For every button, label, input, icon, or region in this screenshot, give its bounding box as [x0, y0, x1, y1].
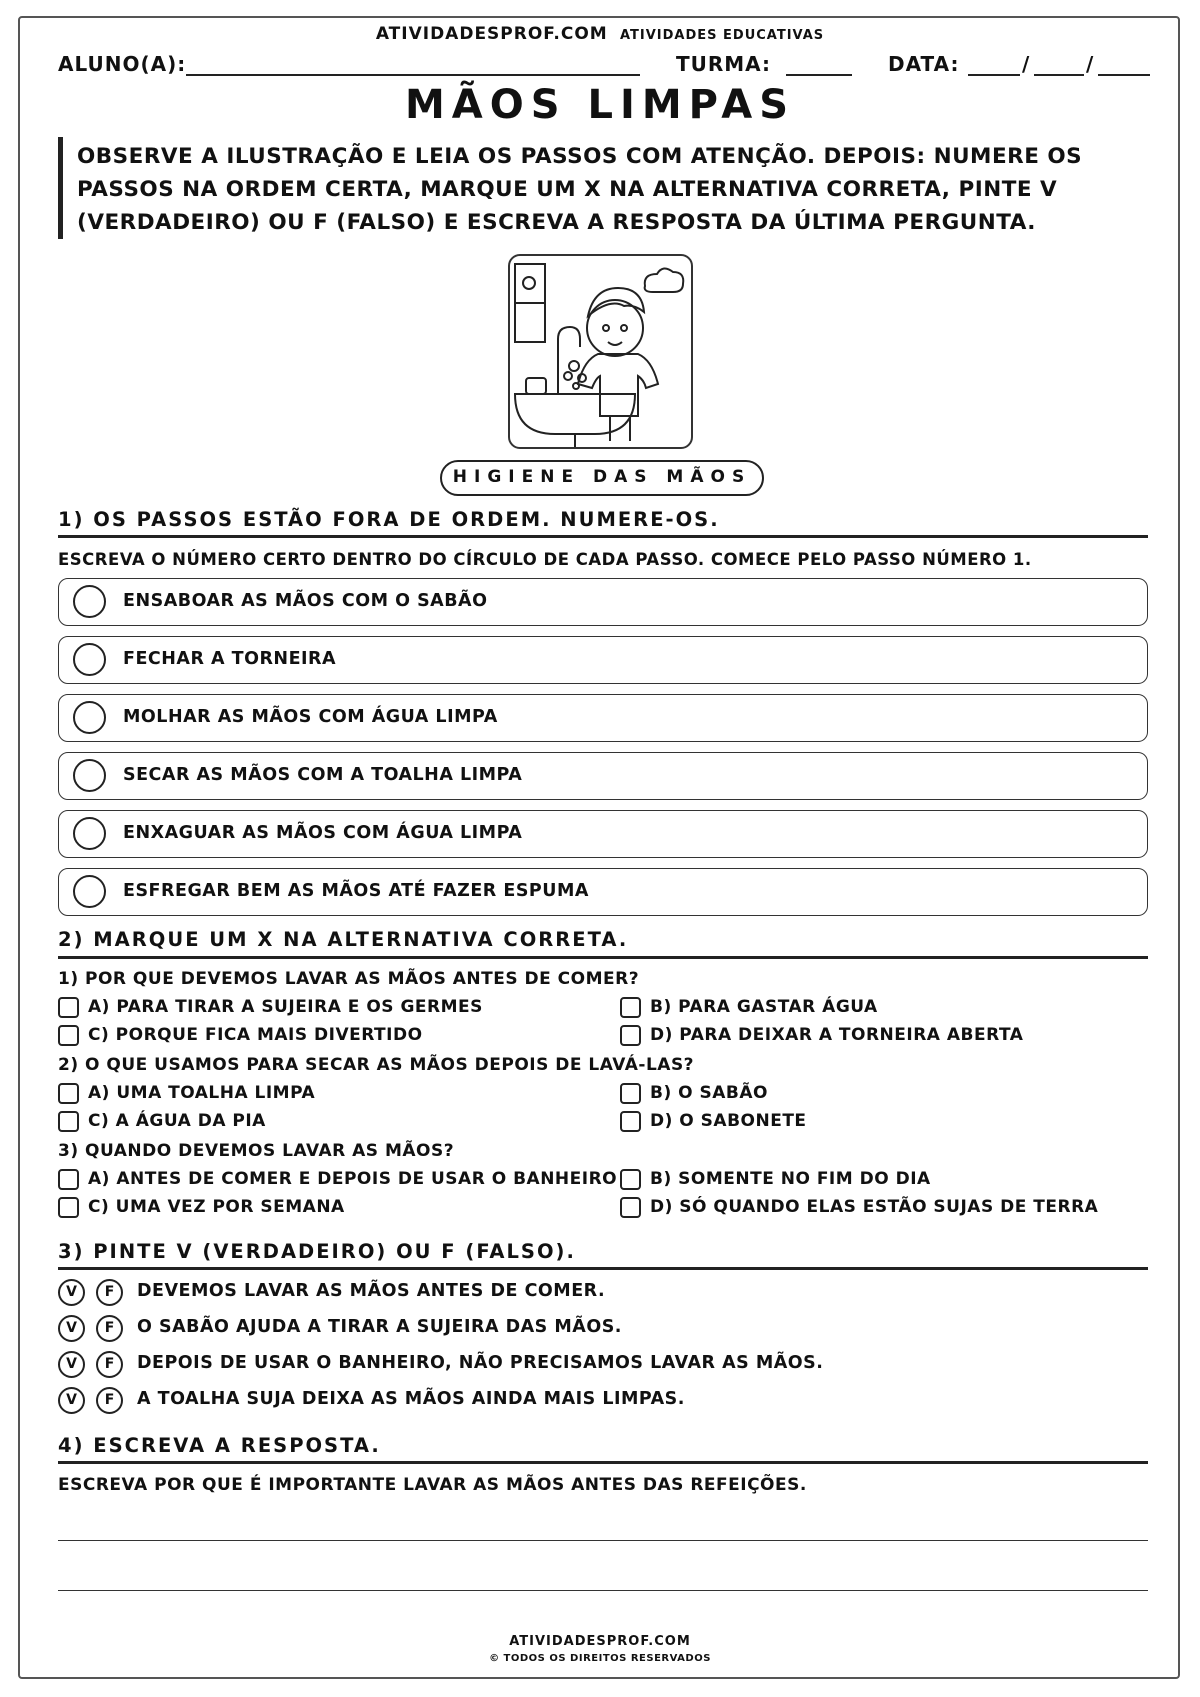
instructions-bar — [58, 137, 63, 239]
boy-washing-hands-illustration — [510, 256, 691, 447]
true-false-row — [58, 1315, 958, 1343]
option-label: A) UMA TOALHA LIMPA — [88, 1083, 316, 1103]
checkbox[interactable] — [620, 1111, 641, 1132]
site-header — [0, 24, 1200, 44]
section3-rule — [58, 1267, 1148, 1270]
date-separator: / — [1086, 52, 1095, 76]
date-month-field[interactable] — [1034, 74, 1084, 76]
footer-rights: © TODOS OS DIREITOS RESERVADOS — [489, 1653, 711, 1664]
step-row — [58, 810, 1148, 858]
step-row — [58, 868, 1148, 916]
option-label: C) UMA VEZ POR SEMANA — [88, 1197, 345, 1217]
class-label: TURMA: — [676, 52, 772, 76]
step-text: FECHAR A TORNEIRA — [123, 649, 337, 669]
step-number-circle[interactable] — [73, 817, 106, 850]
checkbox[interactable] — [620, 1083, 641, 1104]
step-text: ENSABOAR AS MÃOS COM O SABÃO — [123, 591, 488, 611]
step-text: MOLHAR AS MÃOS COM ÁGUA LIMPA — [123, 707, 498, 727]
step-number-circle[interactable] — [73, 701, 106, 734]
section2-rule — [58, 956, 1148, 959]
checkbox[interactable] — [58, 1197, 79, 1218]
false-circle[interactable]: F — [96, 1351, 123, 1378]
option-label: D) PARA DEIXAR A TORNEIRA ABERTA — [650, 1025, 1024, 1045]
section1-subtitle: ESCREVA O NÚMERO CERTO DENTRO DO CÍRCULO DE CADA PASSO. COMECE PELO PASSO NÚMERO 1. — [58, 550, 1032, 569]
statement-text: DEPOIS DE USAR O BANHEIRO, NÃO PRECISAMOS LAVAR AS MÃOS. — [137, 1353, 824, 1373]
date-year-field[interactable] — [1098, 74, 1150, 76]
true-circle[interactable]: V — [58, 1351, 85, 1378]
step-number-circle[interactable] — [73, 875, 106, 908]
option-label: B) SOMENTE NO FIM DO DIA — [650, 1169, 931, 1189]
option-label: C) A ÁGUA DA PIA — [88, 1111, 266, 1131]
section2-title: 2) MARQUE UM X NA ALTERNATIVA CORRETA. — [58, 928, 629, 951]
checkbox[interactable] — [58, 1025, 79, 1046]
question-3: 3) QUANDO DEVEMOS LAVAR AS MÃOS? — [58, 1141, 455, 1161]
checkbox[interactable] — [620, 1197, 641, 1218]
option-label: D) SÓ QUANDO ELAS ESTÃO SUJAS DE TERRA — [650, 1197, 1099, 1217]
step-row — [58, 752, 1148, 800]
footer-site: ATIVIDADESPROF.COM — [509, 1634, 691, 1649]
option-label: B) PARA GASTAR ÁGUA — [650, 997, 878, 1017]
date-label: DATA: — [888, 52, 960, 76]
true-circle[interactable]: V — [58, 1279, 85, 1306]
step-number-circle[interactable] — [73, 643, 106, 676]
statement-text: DEVEMOS LAVAR AS MÃOS ANTES DE COMER. — [137, 1281, 606, 1301]
answer-line[interactable] — [58, 1590, 1148, 1591]
true-false-row — [58, 1387, 958, 1415]
site-name: ATIVIDADESPROF.COM — [375, 24, 608, 44]
true-false-row — [58, 1351, 958, 1379]
section1-title: 1) OS PASSOS ESTÃO FORA DE ORDEM. NUMERE-OS. — [58, 508, 720, 531]
true-circle[interactable]: V — [58, 1387, 85, 1414]
checkbox[interactable] — [58, 1169, 79, 1190]
student-label: ALUNO(A): — [58, 52, 187, 76]
option-label: D) O SABONETE — [650, 1111, 807, 1131]
option-label: A) PARA TIRAR A SUJEIRA E OS GERMES — [88, 997, 483, 1017]
illustration — [508, 254, 693, 449]
checkbox[interactable] — [620, 1025, 641, 1046]
false-circle[interactable]: F — [96, 1315, 123, 1342]
question-2: 2) O QUE USAMOS PARA SECAR AS MÃOS DEPOIS DE LAVÁ-LAS? — [58, 1055, 695, 1075]
section1-rule — [58, 535, 1148, 538]
step-row — [58, 694, 1148, 742]
option-label: B) O SABÃO — [650, 1083, 768, 1103]
section3-title: 3) PINTE V (VERDADEIRO) OU F (FALSO). — [58, 1240, 576, 1263]
checkbox[interactable] — [58, 997, 79, 1018]
checkbox[interactable] — [58, 1111, 79, 1132]
section4-title: 4) ESCREVA A RESPOSTA. — [58, 1434, 381, 1457]
statement-text: A TOALHA SUJA DEIXA AS MÃOS AINDA MAIS LIMPAS. — [137, 1389, 685, 1409]
step-number-circle[interactable] — [73, 585, 106, 618]
false-circle[interactable]: F — [96, 1387, 123, 1414]
answer-line[interactable] — [58, 1540, 1148, 1541]
step-row — [58, 636, 1148, 684]
checkbox[interactable] — [620, 997, 641, 1018]
true-false-row — [58, 1279, 958, 1307]
date-separator: / — [1022, 52, 1031, 76]
illustration-caption: HIGIENE DAS MÃOS — [440, 460, 764, 496]
true-circle[interactable]: V — [58, 1315, 85, 1342]
option-label: C) PORQUE FICA MAIS DIVERTIDO — [88, 1025, 423, 1045]
instructions: OBSERVE A ILUSTRAÇÃO E LEIA OS PASSOS COM ATENÇÃO. DEPOIS: NUMERE OS PASSOS NA ORDEM CERTA, MARQUE UM X NA ALTERNATIVA CORRETA, PINTE V (VERDADEIRO) OU F (FALSO) E ESCREVA A RESPOSTA DA ÚLTIMA PERGUNTA. — [77, 144, 1083, 235]
false-circle[interactable]: F — [96, 1279, 123, 1306]
step-number-circle[interactable] — [73, 759, 106, 792]
step-text: SECAR AS MÃOS COM A TOALHA LIMPA — [123, 765, 523, 785]
step-text: ENXAGUAR AS MÃOS COM ÁGUA LIMPA — [123, 823, 523, 843]
step-row — [58, 578, 1148, 626]
option-label: A) ANTES DE COMER E DEPOIS DE USAR O BANHEIRO — [88, 1169, 618, 1189]
section4-question: ESCREVA POR QUE É IMPORTANTE LAVAR AS MÃOS ANTES DAS REFEIÇÕES. — [58, 1475, 807, 1495]
section4-rule — [58, 1461, 1148, 1464]
student-name-field[interactable] — [186, 74, 640, 76]
site-tagline: ATIVIDADES EDUCATIVAS — [619, 28, 825, 43]
page-title: MÃOS LIMPAS — [404, 82, 796, 128]
class-field[interactable] — [786, 74, 852, 76]
statement-text: O SABÃO AJUDA A TIRAR A SUJEIRA DAS MÃOS. — [137, 1317, 622, 1337]
step-text: ESFREGAR BEM AS MÃOS ATÉ FAZER ESPUMA — [123, 881, 589, 901]
checkbox[interactable] — [58, 1083, 79, 1104]
checkbox[interactable] — [620, 1169, 641, 1190]
question-1: 1) POR QUE DEVEMOS LAVAR AS MÃOS ANTES DE COMER? — [58, 969, 640, 989]
date-day-field[interactable] — [968, 74, 1020, 76]
